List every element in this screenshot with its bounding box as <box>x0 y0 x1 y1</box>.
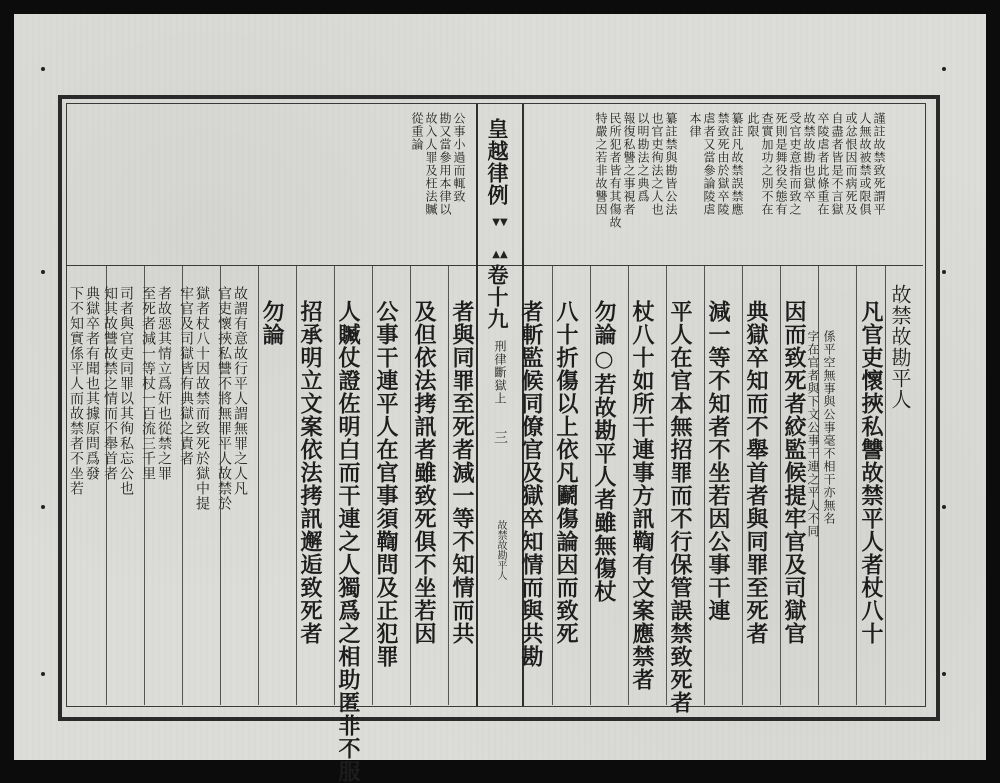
commentary-column: 或忿恨因而病死及 <box>844 112 858 216</box>
commentary-column: 故入人罪及枉法贓 <box>424 112 438 216</box>
binding-hole <box>41 672 45 676</box>
book-title: 皇越律例 <box>485 118 510 206</box>
commentary-column: 謹註故禁致死謂平 <box>872 112 886 216</box>
commentary-column: 人無故被禁或限俱 <box>858 112 872 216</box>
commentary-column: 虐者又當參論陵虐 <box>702 112 716 216</box>
fish-tail-mark: ▼▼ <box>492 217 508 228</box>
binding-hole <box>41 270 45 274</box>
commentary-column: 勘又當參用本律以 <box>438 112 452 216</box>
commentary-column: 從重論 <box>410 112 424 151</box>
text-column: 人贓仗證佐明白而干連之人獨爲之相助匿非不服 <box>335 300 361 783</box>
fish-tail-mark: ▲▲ <box>492 249 508 260</box>
commentary-column: 纂註禁與勘皆公法 <box>664 112 678 216</box>
commentary-column: 禁致死由於獄卒陵 <box>716 112 730 216</box>
text-column: 杖八十如所干連事方訊鞫有文案應禁者 <box>629 300 655 691</box>
commentary-column: 以明勘法之典爲 <box>636 112 650 203</box>
column-rule <box>856 266 857 705</box>
text-column: 典獄卒知而不舉首者與同罪至死者 <box>743 300 769 645</box>
commentary-column: 典獄卒者有聞也其據原問爲發 <box>84 286 100 481</box>
commentary-column: 民所犯者皆有其傷故 <box>608 112 622 229</box>
commentary-column: 報復私讐之事視者 <box>622 112 636 216</box>
text-column: 因而致死者絞監候提牢官及司獄官 <box>781 300 807 645</box>
text-column: 者斬監候同僚官及獄卒知情而與共勘 <box>518 300 544 668</box>
text-column: 公事干連平人在官事須鞫問及正犯罪 <box>373 300 399 668</box>
commentary-column: 也官吏徇法之人也 <box>650 112 664 216</box>
commentary-column: 司者與官吏同罪以其徇私忘公也 <box>118 286 134 496</box>
commentary-column: 纂註凡故禁誤禁應 <box>730 112 744 216</box>
text-column: 凡官吏懷挾私讐故禁平人者杖八十 <box>858 300 884 645</box>
commentary-column: 牢官及司獄皆有典獄之責者 <box>178 286 194 466</box>
commentary-column: 官吏懷挾私讐不將無罪平人故禁於 <box>216 286 232 511</box>
commentary-column: 卒陵虐者此條重在 <box>816 112 830 216</box>
column-rule <box>885 266 886 705</box>
volume-label: 卷十九 <box>485 264 510 330</box>
commentary-column: 故謂有意故行平人謂無罪之人凡 <box>232 286 248 496</box>
commentary-column: 自盡者皆是不言獄 <box>830 112 844 216</box>
commentary-column: 此限 <box>746 112 760 138</box>
binding-hole <box>942 67 946 71</box>
text-column: 八十折傷以上依凡鬬傷論因而致死 <box>553 300 579 645</box>
commentary-column: 本律 <box>688 112 702 138</box>
commentary-column: 獄者杖八十因故禁而致死於獄中提 <box>194 286 210 511</box>
commentary-column: 死則是舞役矣態有 <box>774 112 788 216</box>
binding-hole <box>41 67 45 71</box>
commentary-column: 受官吏意指而致之 <box>788 112 802 216</box>
text-column: 平人在官本無招罪而不行保管誤禁致死者 <box>667 300 693 714</box>
text-column: 勿論 <box>259 300 285 346</box>
text-column-note: 係平空無事與公事毫不相干亦無名 <box>822 330 836 525</box>
section-label: 刑律斷獄上 <box>493 340 507 405</box>
commentary-column: 故禁故勘也獄卒 <box>802 112 816 203</box>
binding-hole <box>942 672 946 676</box>
article-heading: 故禁故勘平人 <box>888 284 912 410</box>
text-column: 勿論○若故勘平人者雖無傷杖 <box>591 300 617 603</box>
fold-note: 故禁故勘平人 <box>495 520 506 580</box>
commentary-column: 知其故讐故禁之情而不舉首者 <box>102 286 118 481</box>
commentary-column: 公事小過而輒致 <box>452 112 466 203</box>
text-column: 減一等不知者不坐若因公事干連 <box>705 300 731 622</box>
binding-hole <box>942 505 946 509</box>
commentary-column: 下不知實係平人而故禁者不坐若 <box>68 286 84 496</box>
page-number: 三 <box>492 430 508 445</box>
text-column: 及但依法拷訊者雖致死俱不坐若因 <box>411 300 437 645</box>
commentary-column: 查實加功之別不在 <box>760 112 774 216</box>
binding-hole <box>942 270 946 274</box>
commentary-column: 特嚴之若非故讐因 <box>594 112 608 216</box>
commentary-column: 至死者減一等杖一百流三千里 <box>140 286 156 481</box>
binding-hole <box>41 505 45 509</box>
text-column: 者與同罪至死者減一等不知情而共 <box>449 300 475 645</box>
commentary-column: 者故惡其情立爲奸也從禁之罪 <box>156 286 172 481</box>
text-column: 招承明立文案依法拷訊邂逅致死者 <box>297 300 323 645</box>
text-column-note: 字在官者與下文公事干連之平人不同 <box>806 330 820 538</box>
